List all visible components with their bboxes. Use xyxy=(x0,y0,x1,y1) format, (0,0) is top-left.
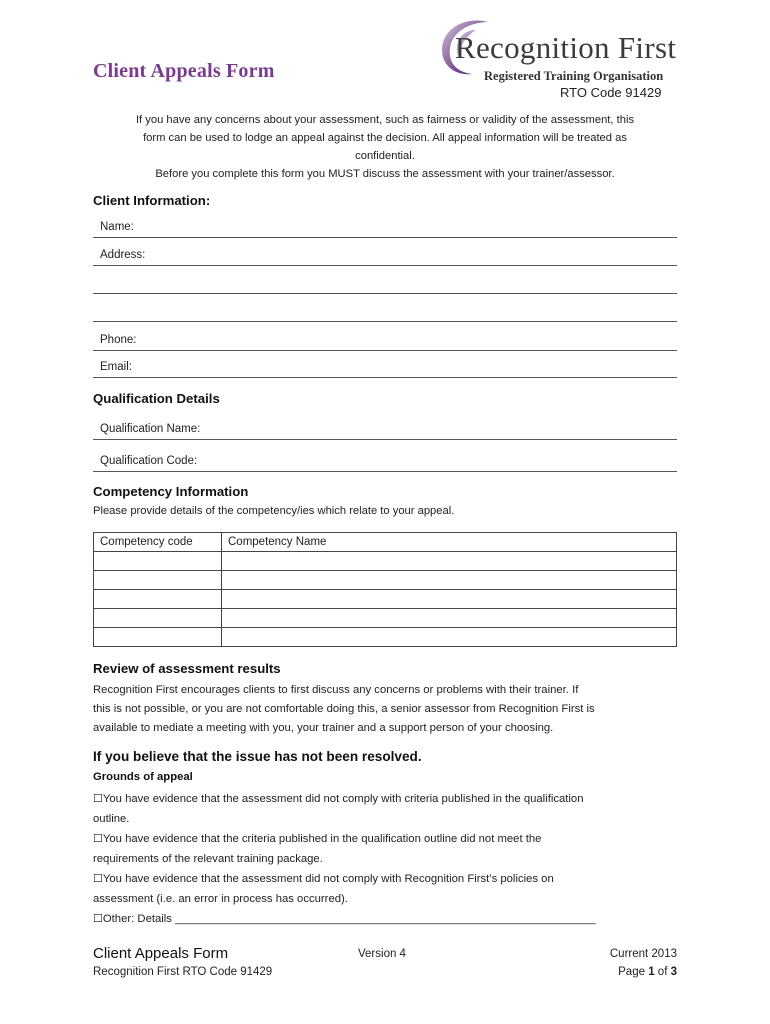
footer-version: Version 4 xyxy=(358,948,406,960)
address-field-line-2[interactable] xyxy=(93,293,677,294)
competency-name-cell[interactable] xyxy=(222,552,677,571)
footer-subtitle: Recognition First RTO Code 91429 xyxy=(93,966,273,978)
qualification-name-field[interactable] xyxy=(93,439,677,440)
intro-line: confidential. xyxy=(355,150,415,162)
email-field[interactable] xyxy=(93,377,677,378)
name-field[interactable] xyxy=(93,237,677,238)
qualification-name-label: Qualification Name: xyxy=(100,423,201,435)
table-row xyxy=(94,628,677,647)
col-competency-name: Competency Name xyxy=(222,533,677,552)
qualification-heading: Qualification Details xyxy=(93,391,220,406)
grounds-heading: Grounds of appeal xyxy=(93,771,193,783)
qualification-code-field[interactable] xyxy=(93,471,677,472)
review-line: Recognition First encourages clients to first discuss any concerns or problems with their trainer. If xyxy=(93,684,579,696)
competency-name-cell[interactable] xyxy=(222,628,677,647)
competency-code-cell[interactable] xyxy=(94,552,222,571)
page-title: Client Appeals Form xyxy=(93,60,275,82)
footer-title: Client Appeals Form xyxy=(93,945,229,962)
col-competency-code: Competency code xyxy=(94,533,222,552)
checkbox-3[interactable]: ☐ xyxy=(93,872,103,885)
address-field-line-1[interactable] xyxy=(93,265,677,266)
page-num: 1 xyxy=(648,966,655,978)
address-field-line-3[interactable] xyxy=(93,321,677,322)
checkbox-4[interactable]: ☐ xyxy=(93,912,103,925)
qualification-code-label: Qualification Code: xyxy=(100,455,198,467)
competency-name-cell[interactable] xyxy=(222,571,677,590)
rto-code: RTO Code 91429 xyxy=(560,85,662,100)
table-row xyxy=(94,590,677,609)
checkbox-1[interactable]: ☐ xyxy=(93,792,103,805)
page-prefix: Page xyxy=(618,966,649,978)
phone-label: Phone: xyxy=(100,334,137,346)
footer-page-number xyxy=(618,966,677,978)
option-1-text: You have evidence that the assessment did not comply with criteria published in the qualification xyxy=(102,793,584,805)
competency-code-cell[interactable] xyxy=(94,571,222,590)
review-paragraph xyxy=(93,681,683,738)
client-info-heading: Client Information: xyxy=(93,193,211,208)
option-3-text: You have evidence that the assessment did not comply with Recognition First’s policies on xyxy=(102,873,554,885)
option-3 xyxy=(93,869,683,890)
footer-current: Current 2013 xyxy=(609,948,677,960)
intro-line: Before you complete this form you MUST discuss the assessment with your trainer/assessor. xyxy=(155,168,615,180)
intro-line: form can be used to lodge an appeal against the decision. All appeal information will be treated as xyxy=(143,132,627,144)
option-1-cont: outline. xyxy=(93,812,130,825)
option-1 xyxy=(93,789,683,810)
checkbox-2[interactable]: ☐ xyxy=(93,832,103,845)
logo-subtitle: Registered Training Organisation xyxy=(484,69,664,83)
option-4 xyxy=(93,909,683,930)
table-row xyxy=(94,571,677,590)
competency-heading: Competency Information xyxy=(93,484,249,499)
review-line: this is not possible, or you are not comfortable doing this, a senior assessor from Recognition First is xyxy=(93,703,595,715)
name-label: Name: xyxy=(100,221,134,233)
email-label: Email: xyxy=(100,361,132,373)
page-of: of xyxy=(654,966,671,978)
unresolved-heading: If you believe that the issue has not been resolved. xyxy=(93,749,422,764)
review-line: available to mediate a meeting with you, your trainer and a support person of your choosing. xyxy=(93,722,554,734)
table-row xyxy=(94,552,677,571)
intro-line: If you have any concerns about your assessment, such as fairness or validity of the assessment, this xyxy=(135,114,635,126)
option-4-text[interactable]: Other: Details ___________________________________________________________________ xyxy=(102,913,597,925)
competency-code-cell[interactable] xyxy=(94,628,222,647)
option-2-cont: requirements of the relevant training package. xyxy=(93,852,323,865)
logo-name: Recognition First xyxy=(455,30,677,65)
table-row xyxy=(94,609,677,628)
competency-code-cell[interactable] xyxy=(94,609,222,628)
table-header-row xyxy=(94,533,677,552)
option-2 xyxy=(93,829,683,850)
competency-instruction: Please provide details of the competency/ies which relate to your appeal. xyxy=(93,505,455,517)
grounds-options xyxy=(93,789,683,930)
competency-table xyxy=(93,532,677,647)
page-total: 3 xyxy=(670,966,677,978)
address-label: Address: xyxy=(100,249,146,261)
competency-name-cell[interactable] xyxy=(222,609,677,628)
competency-name-cell[interactable] xyxy=(222,590,677,609)
option-3-cont: assessment (i.e. an error in process has occurred). xyxy=(93,892,348,905)
review-heading: Review of assessment results xyxy=(93,661,281,676)
option-2-text: You have evidence that the criteria published in the qualification outline did not meet the xyxy=(102,833,542,845)
phone-field[interactable] xyxy=(93,350,677,351)
intro-text xyxy=(93,111,677,183)
competency-code-cell[interactable] xyxy=(94,590,222,609)
